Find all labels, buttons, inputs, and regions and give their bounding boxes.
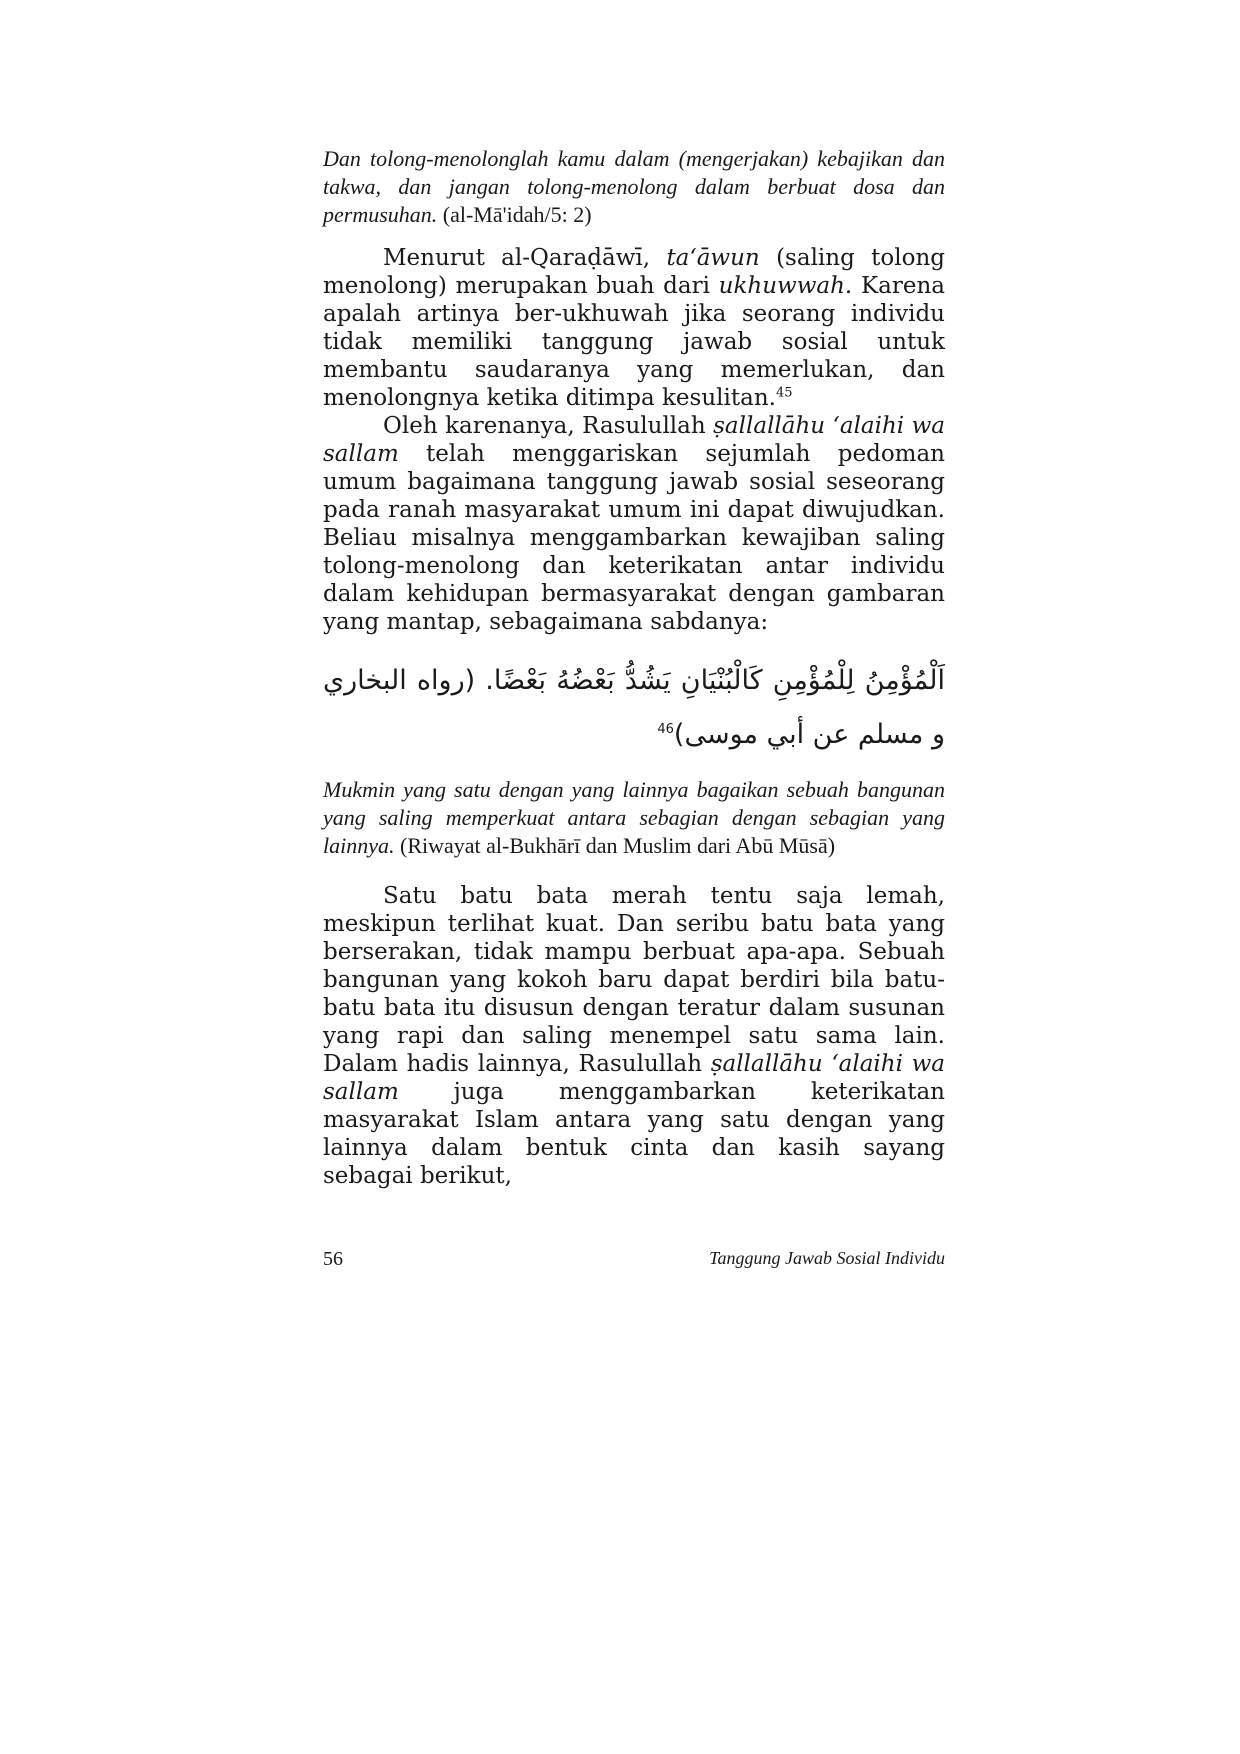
hadith-citation: (Riwayat al-Bukhārī dan Muslim dari Abū Mūsā) — [400, 833, 836, 858]
text-run: Oleh karenanya, Rasulullah — [383, 413, 714, 439]
text-run: Karena apalah artinya ber-ukhuwah jika seorang individu tidak memiliki tanggung jawab sosial untuk membantu saudaranya yang memerlukan, dan menolongnya ketika ditimpa kesulitan. — [323, 273, 945, 411]
footnote-marker-45: 45 — [775, 385, 793, 401]
text-run: Satu batu bata merah tentu saja lemah, meskipun terlihat kuat. Dan seribu batu bata yang berserakan, tidak mampu berbuat apa-apa. Sebuah bangunan yang kokoh baru dapat berdiri bila batu-batu bata itu disusun dengan teratur dalam susunan yang rapi dan saling menempel satu sama lain. Dalam hadis lainnya, Rasulullah — [323, 883, 945, 1077]
quran-translation-text: Dan tolong-menolonglah kamu dalam (mengerjakan) kebajikan dan takwa, dan jangan tolong-menolong dalam berbuat dosa dan permusuhan. — [323, 146, 945, 227]
page-body — [323, 145, 945, 1190]
running-title: Tanggung Jawab Sosial Individu — [709, 1248, 945, 1268]
hadith-arabic-text: اَلْمُؤْمِنُ لِلْمُؤْمِنِ كَالْبُنْيَانِ يَشُدُّ بَعْضُهُ بَعْضًا. (رواه البخاري و مسلم عن أبي موسى) — [323, 665, 945, 750]
page-number: 56 — [323, 1248, 343, 1270]
text-run: juga menggambarkan keterikatan masyarakat Islam antara yang satu dengan yang lainnya dalam bentuk cinta dan kasih sayang sebagai berikut, — [323, 1079, 945, 1189]
paragraph-qaradawi — [323, 244, 945, 412]
text-run: telah menggariskan sejumlah pedoman umum bagaimana tanggung jawab sosial seseorang pada ranah masyarakat umum ini dapat diwujudkan. Beliau misalnya menggambarkan kewajiban saling tolong-menolong dan keterikatan antar individu dalam kehidupan bermasyarakat dengan gambaran yang mantap, sebagaimana sabdanya: — [323, 441, 945, 635]
footnote-marker-46: 46 — [657, 722, 674, 737]
term-taawun: ta‘āwun — [666, 245, 760, 271]
text-run: (saling tolong menolong) merupakan buah dari — [323, 245, 945, 299]
paragraph-batu-bata — [323, 882, 945, 1190]
hadith-translation-text: Mukmin yang satu dengan yang lainnya bagaikan sebuah bangunan yang saling memperkuat antara sebagian dengan sebagian yang lainnya. — [323, 777, 945, 858]
hadith-translation — [323, 776, 945, 860]
honorific: ṣallallāhu ‘alaihi wa sallam — [323, 1051, 945, 1105]
hadith-arabic — [323, 654, 945, 762]
term-ukhuwwah: ukhuwwah. — [718, 273, 853, 299]
quran-translation — [323, 145, 945, 229]
quran-citation: (al-Mā'idah/5: 2) — [442, 202, 592, 227]
paragraph-rasulullah — [323, 412, 945, 636]
honorific: ṣallallāhu ‘alaihi wa sallam — [323, 413, 945, 467]
text-run: Menurut al-Qaraḍāwī, — [383, 245, 667, 271]
